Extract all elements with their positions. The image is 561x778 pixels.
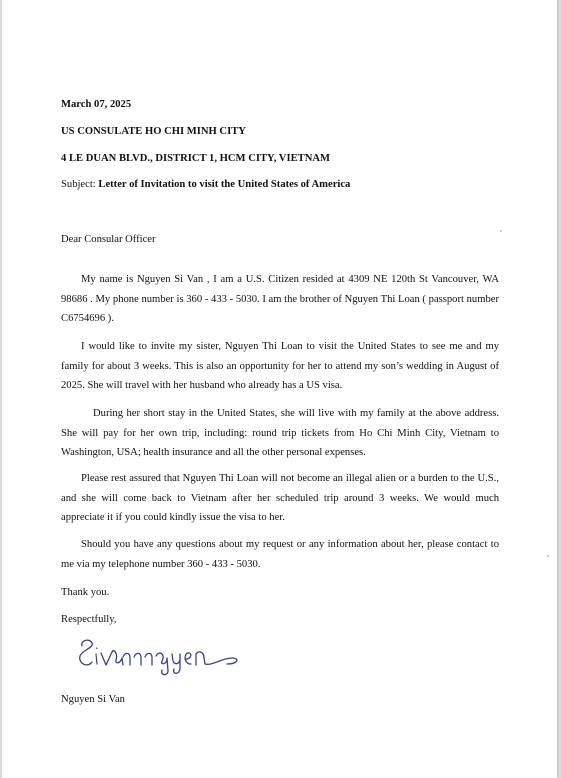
letter-date: March 07, 2025 [61, 99, 132, 110]
paragraph-contact: Should you have any questions about my request or any information about her, please contact to me via my telephone number 360 - 433 - 5030. [61, 539, 499, 570]
subject-text: Letter of Invitation to visit the United States of America [98, 179, 351, 190]
scan-speck [547, 555, 549, 557]
subject-label: Subject: [61, 179, 96, 190]
paragraph-introduction: My name is Nguyen Si Van , I am a U.S. Citizen resided at 4309 NE 120th St Vancouver, WA 98686 . My phone number is 360 - 433 - 5030. I am the brother of Nguyen Thi Loan ( passport number C6754696 ). [61, 274, 499, 325]
closing-line: Respectfully, [61, 614, 117, 625]
letter-page [2, 0, 557, 778]
recipient-name: US CONSULATE HO CHI MINH CITY [61, 126, 246, 137]
paragraph-stay: During her short stay in the United States, she will live with my family at the above address. She will pay for her own trip, including: round trip tickets from Ho Chi Minh City, Vietnam to Washington, USA; health insurance and all the other personal expenses. [61, 408, 499, 459]
thanks-line: Thank you. [61, 587, 110, 598]
paragraph-invitation: I would like to invite my sister, Nguyen Thi Loan to visit the United States to see me and my family for about 3 weeks. This is also an opportunity for her to attend my son’s wedding in August of 2025. She will travel with her husband who already has a US visa. [61, 341, 499, 392]
subject-line [61, 178, 350, 191]
recipient-address: 4 LE DUAN BLVD., DISTRICT 1, HCM CITY, VIETNAM [61, 153, 331, 164]
paragraph-assurance: Please rest assured that Nguyen Thi Loan will not become an illegal alien or a burden to the U.S., and she will come back to Vietnam after her scheduled trip around 3 weeks. We would much appreciate it if you could kindly issue the visa to her. [61, 473, 499, 524]
scan-speck [500, 230, 502, 232]
signer-name: Nguyen Si Van [61, 694, 125, 705]
handwritten-signature [72, 634, 247, 676]
salutation: Dear Consular Officer [61, 234, 156, 245]
